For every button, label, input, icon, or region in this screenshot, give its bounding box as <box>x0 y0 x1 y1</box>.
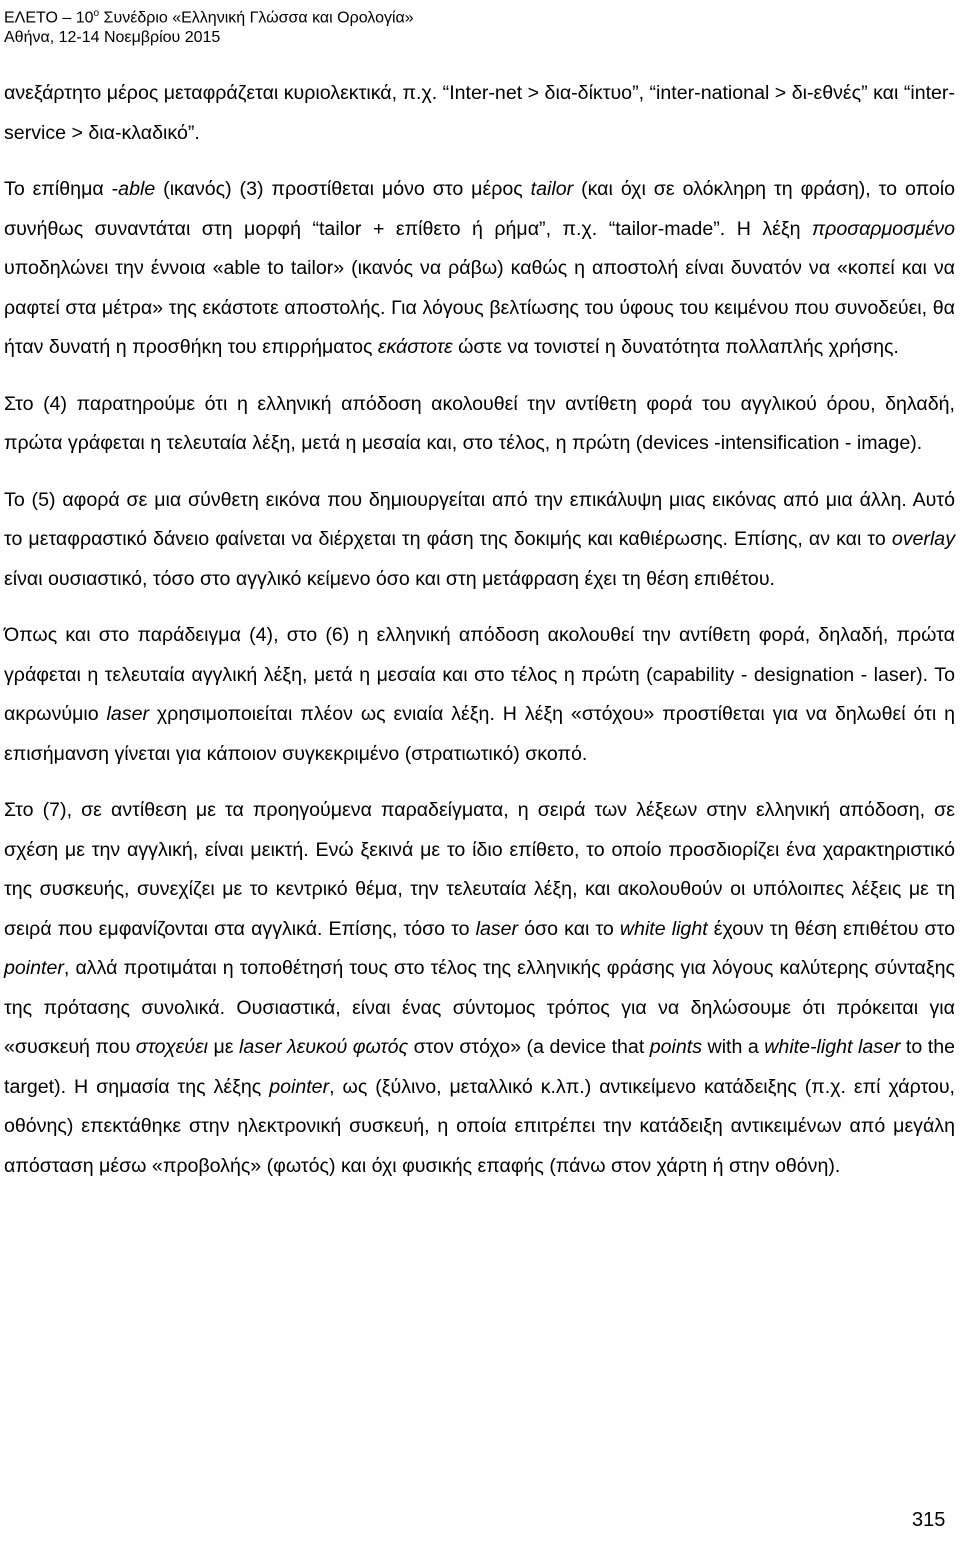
paragraph-5: Όπως και στο παράδειγμα (4), στο (6) η ελληνική απόδοση ακολουθεί την αντίθετη φορά, δηλαδή, πρώτα γράφεται η τελευταία αγγλική λέξη, μετά η μεσαία και στο τέλος η πρώτη (capability - designation - laser). Το ακρωνύμιο laser χρησιμοποιείται πλέον ως ενιαία λέξη. Η λέξη «στόχου» προστίθεται για να δηλωθεί ότι η επισήμανση γίνεται για κάποιον συγκεκριμένο (στρατιωτικό) σκοπό. <box>4 624 955 765</box>
paragraph-1: ανεξάρτητο μέρος μεταφράζεται κυριολεκτικά, π.χ. “Inter-net > δια-δίκτυο”, “inter-national > δι-εθνές” και “inter-service > δια-κλαδικό”. <box>4 82 955 144</box>
paragraph-6: Στο (7), σε αντίθεση με τα προηγούμενα παραδείγματα, η σειρά των λέξεων στην ελληνική απόδοση, σε σχέση με την αγγλική, είναι μεικτή. Ενώ ξεκινά με το ίδιο επίθετο, το οποίο προσδιορίζει ένα χαρακτηριστικό της συσκευής, συνεχίζει με το κεντρικό θέμα, την τελευταία λέξη, και ακολουθούν οι υπόλοιπες λέξεις με τη σειρά που εμφανίζονται στα αγγλικά. Επίσης, τόσο το laser όσο και το white light έχουν τη θέση επιθέτου στο pointer, αλλά προτιμάται η τοποθέτησή τους στο τέλος της ελληνικής φράσης για λόγους καλύτερης σύνταξης της πρότασης συνολικά. Ουσιαστικά, είναι ένας σύντομος τρόπος για να δηλώσουμε ότι πρόκειται για «συσκευή που στοχεύει με laser λευκού φωτός στον στόχο» (a device that points with a white-light laser to the target). Η σημασία της λέξης pointer, ως (ξύλινο, μεταλλικό κ.λπ.) αντικείμενο κατάδειξης (π.χ. επί χάρτου, οθόνης) επεκτάθηκε στην ηλεκτρονική συσκευή, η οποία επιτρέπει την κατάδειξη αντικειμένων από μεγάλη απόσταση μέσω «προβολής» (φωτός) και όχι φυσικής επαφής (πάνω στον χάρτη ή στην οθόνη). <box>4 799 955 1177</box>
paragraph-4: Το (5) αφορά σε μια σύνθετη εικόνα που δημιουργείται από την επικάλυψη μιας εικόνας από μια άλλη. Αυτό το μεταφραστικό δάνειο φαίνεται να διέρχεται τη φάση της δοκιμής και καθιέρωσης. Επίσης, αν και το overlay είναι ουσιαστικό, τόσο στο αγγλικό κείμενο όσο και στη μετάφραση έχει τη θέση επιθέτου. <box>4 488 955 590</box>
running-header <box>4 4 414 48</box>
page-number: 315 <box>912 1509 946 1531</box>
paragraph-3: Στο (4) παρατηρούμε ότι η ελληνική απόδοση ακολουθεί την αντίθετη φορά του αγγλικού όρου, δηλαδή, πρώτα γράφεται η τελευταία λέξη, μετά η μεσαία και, στο τέλος, η πρώτη (devices -intensification - image). <box>4 392 955 454</box>
page-body <box>4 74 955 1203</box>
conference-location-date: Αθήνα, 12-14 Νοεμβρίου 2015 <box>4 29 221 47</box>
conference-title: ΕΛΕΤΟ – $10^o$ Συνέδριο «Ελληνική Γλώσσα και Ορολογία» <box>4 8 414 27</box>
paragraph-2: Το επίθημα -able (ικανός) (3) προστίθεται μόνο στο μέρος tailor (και όχι σε ολόκληρη τη φράση), το οποίο συνήθως συναντάται στη μορφή “tailor + επίθετο ή ρήμα”, π.χ. “tailor-made”. Η λέξη προσαρμοσμένο υποδηλώνει την έννοια «able to tailor» (ικανός να ράβω) καθώς η αποστολή είναι δυνατόν να «κοπεί και να ραφτεί στα μέτρα» της εκάστοτε αποστολής. Για λόγους βελτίωσης του ύφους του κειμένου που συνοδεύει, θα ήταν δυνατή η προσθήκη του επιρρήματος εκάστοτε ώστε να τονιστεί η δυνατότητα πολλαπλής χρήσης. <box>4 178 955 358</box>
ordinal-superscript: ο <box>93 8 100 19</box>
